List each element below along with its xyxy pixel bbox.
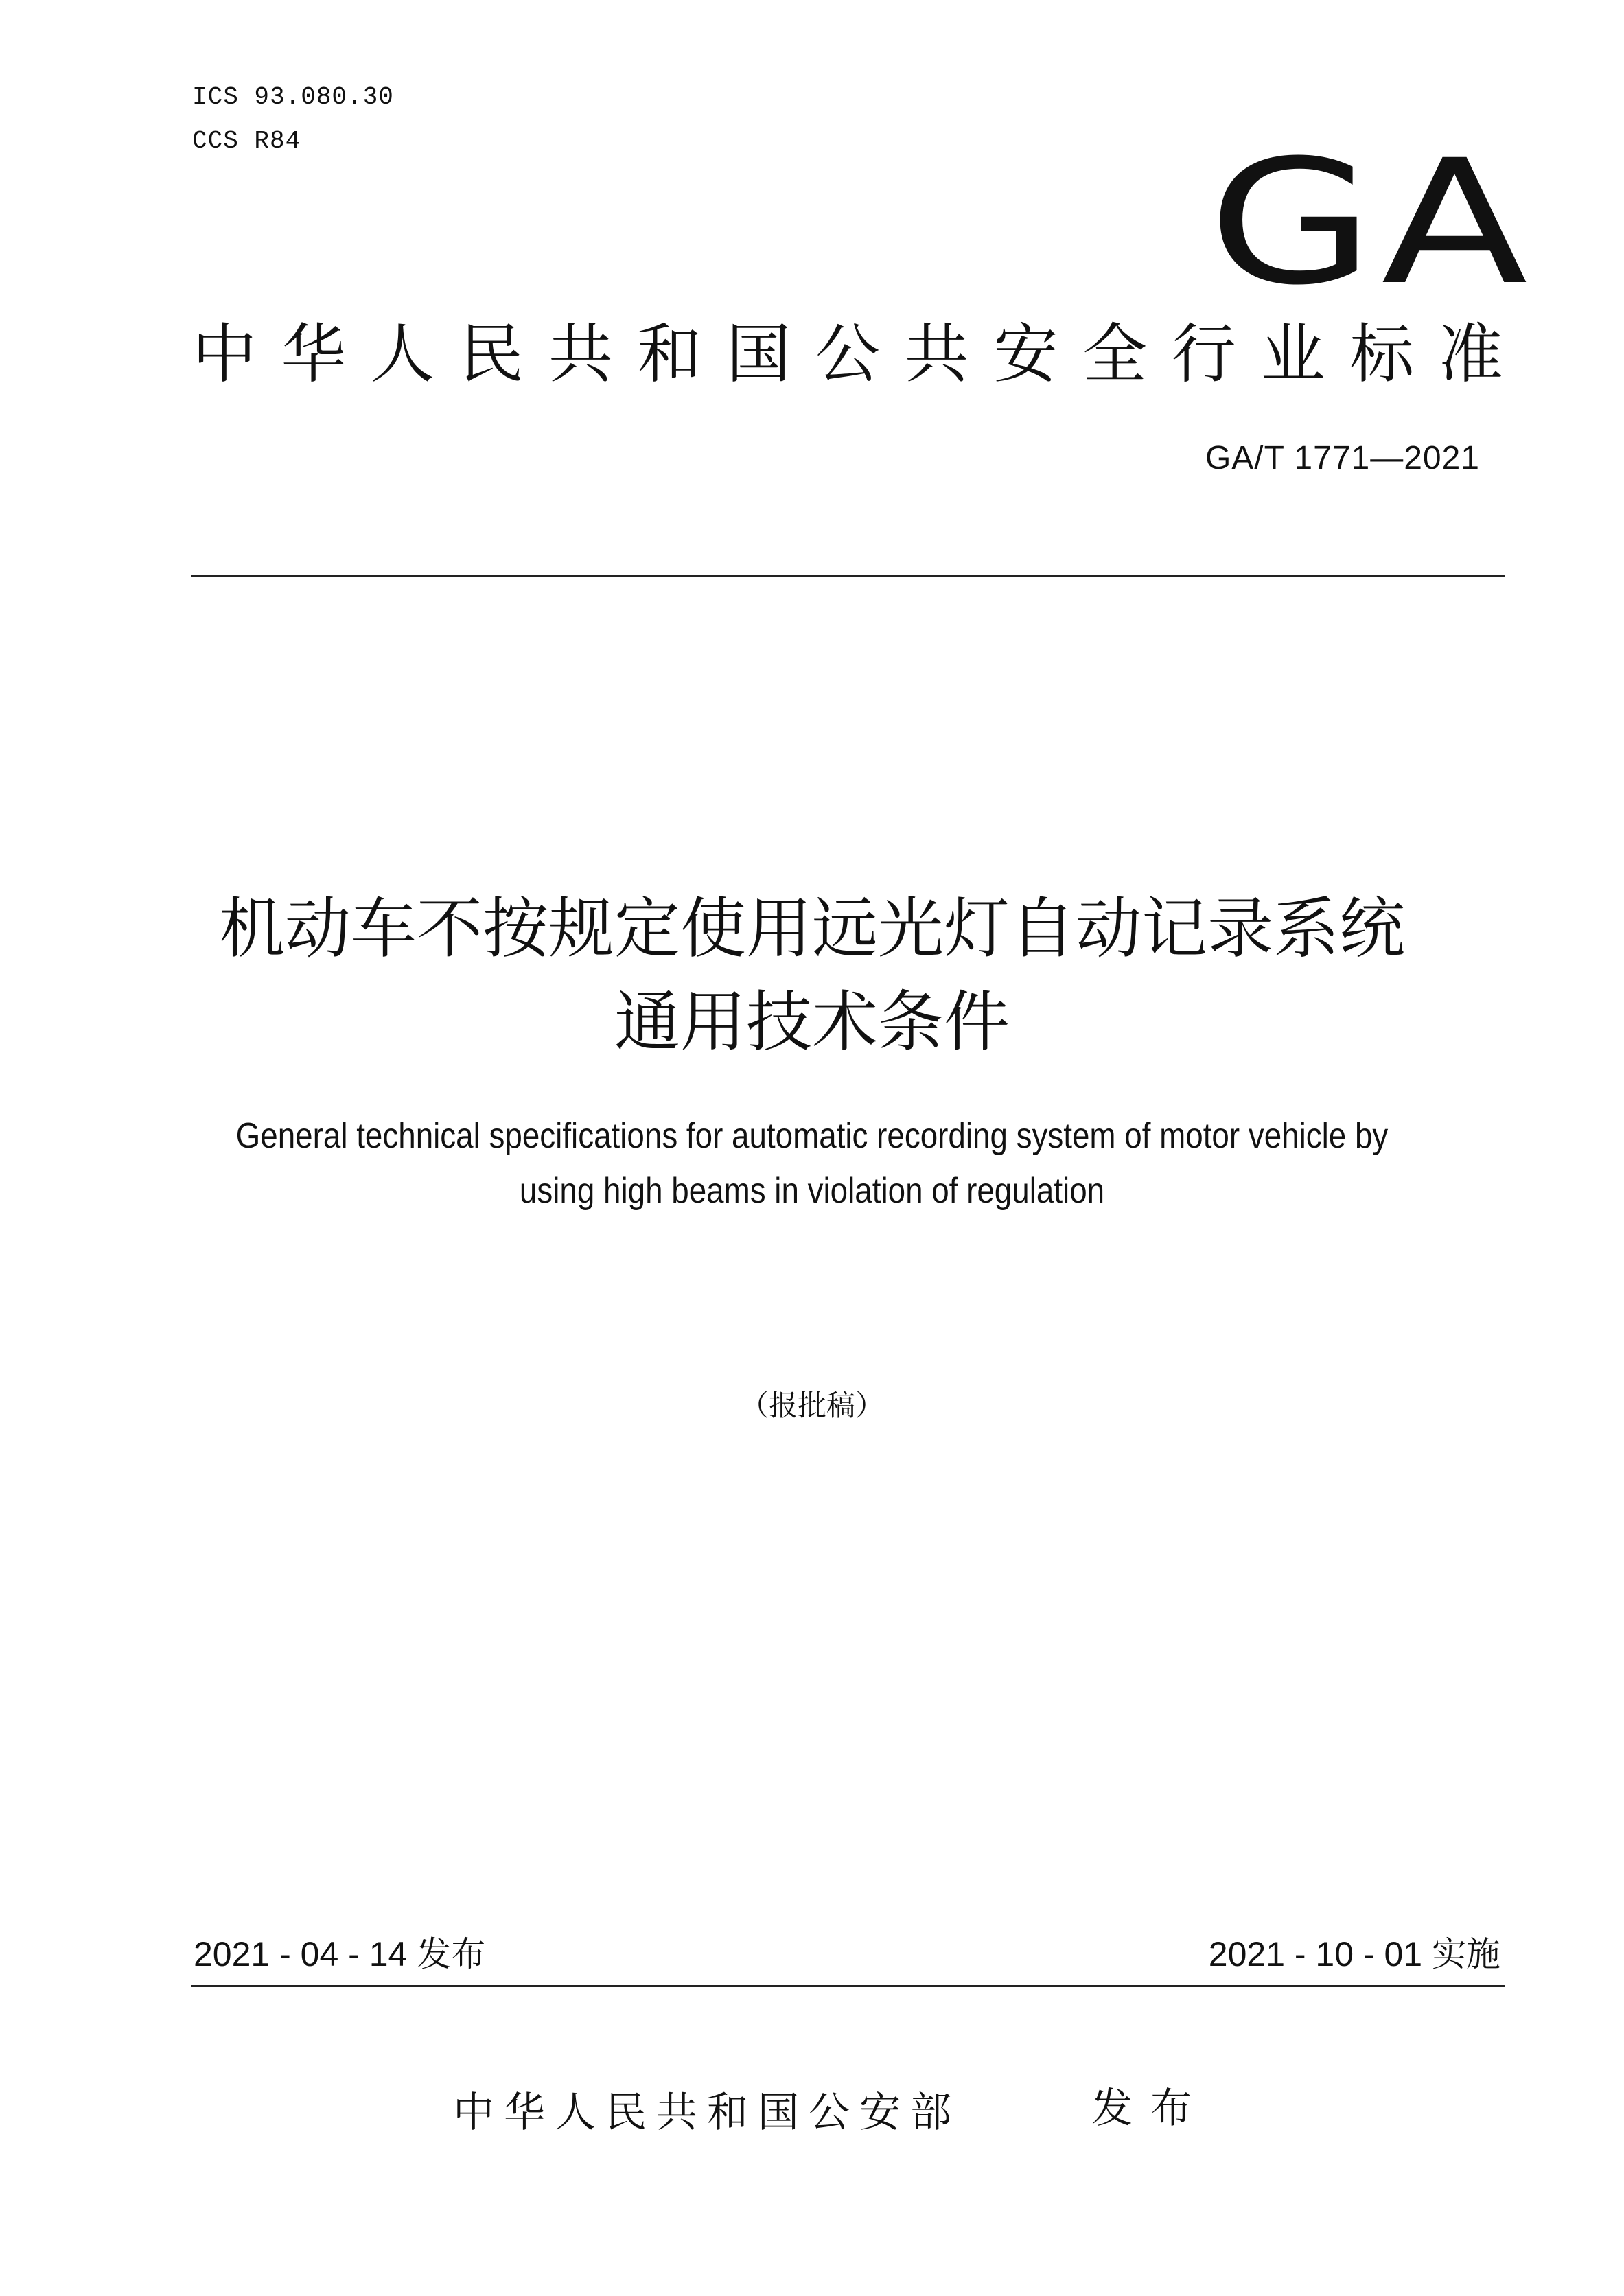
standard-title-char: 中 xyxy=(192,317,257,392)
implement-date: 2021 - 10 - 01 实施 xyxy=(1208,1935,1500,1973)
top-divider xyxy=(191,575,1505,577)
standard-title-char: 全 xyxy=(1082,317,1148,392)
draft-status-note: （报批稿） xyxy=(739,1389,884,1422)
document-title-en-line1: General technical specifications for automatic recording system of motor vehicle by xyxy=(235,1116,1389,1156)
standard-number: GA/T 1771—2021 xyxy=(1205,440,1480,476)
standard-title-char: 准 xyxy=(1438,317,1503,392)
ccs-code: CCS R84 xyxy=(192,127,301,155)
standard-title-char: 和 xyxy=(637,317,702,392)
ics-code: ICS 93.080.30 xyxy=(192,83,394,111)
standard-title-char: 共 xyxy=(904,317,969,392)
standard-title-char: 公 xyxy=(815,317,880,392)
standard-title-char: 业 xyxy=(1260,317,1325,392)
issue-label: 发布 xyxy=(1091,2085,1209,2133)
bottom-divider xyxy=(191,1985,1505,1987)
document-title-cn-line2: 通用技术条件 xyxy=(614,984,1010,1060)
standard-title-char: 华 xyxy=(281,317,346,392)
standard-title-char: 民 xyxy=(459,317,524,392)
standard-title-char: 安 xyxy=(993,317,1058,392)
publish-date: 2021 - 04 - 14 发布 xyxy=(194,1935,486,1973)
standard-title-char: 共 xyxy=(548,317,613,392)
ga-logo: GA xyxy=(1208,123,1535,323)
standard-title-char: 人 xyxy=(370,317,435,392)
standard-title-char: 国 xyxy=(726,317,791,392)
standard-title-char: 标 xyxy=(1349,317,1415,392)
issuing-authority: 中华人民共和国公安部 xyxy=(453,2089,961,2137)
document-title-en-line2: using high beams in violation of regulation xyxy=(519,1171,1105,1211)
standard-title-char: 行 xyxy=(1171,317,1236,392)
standard-category-title xyxy=(192,317,1503,393)
document-title-cn-line1: 机动车不按规定使用远光灯自动记录系统 xyxy=(219,890,1405,967)
